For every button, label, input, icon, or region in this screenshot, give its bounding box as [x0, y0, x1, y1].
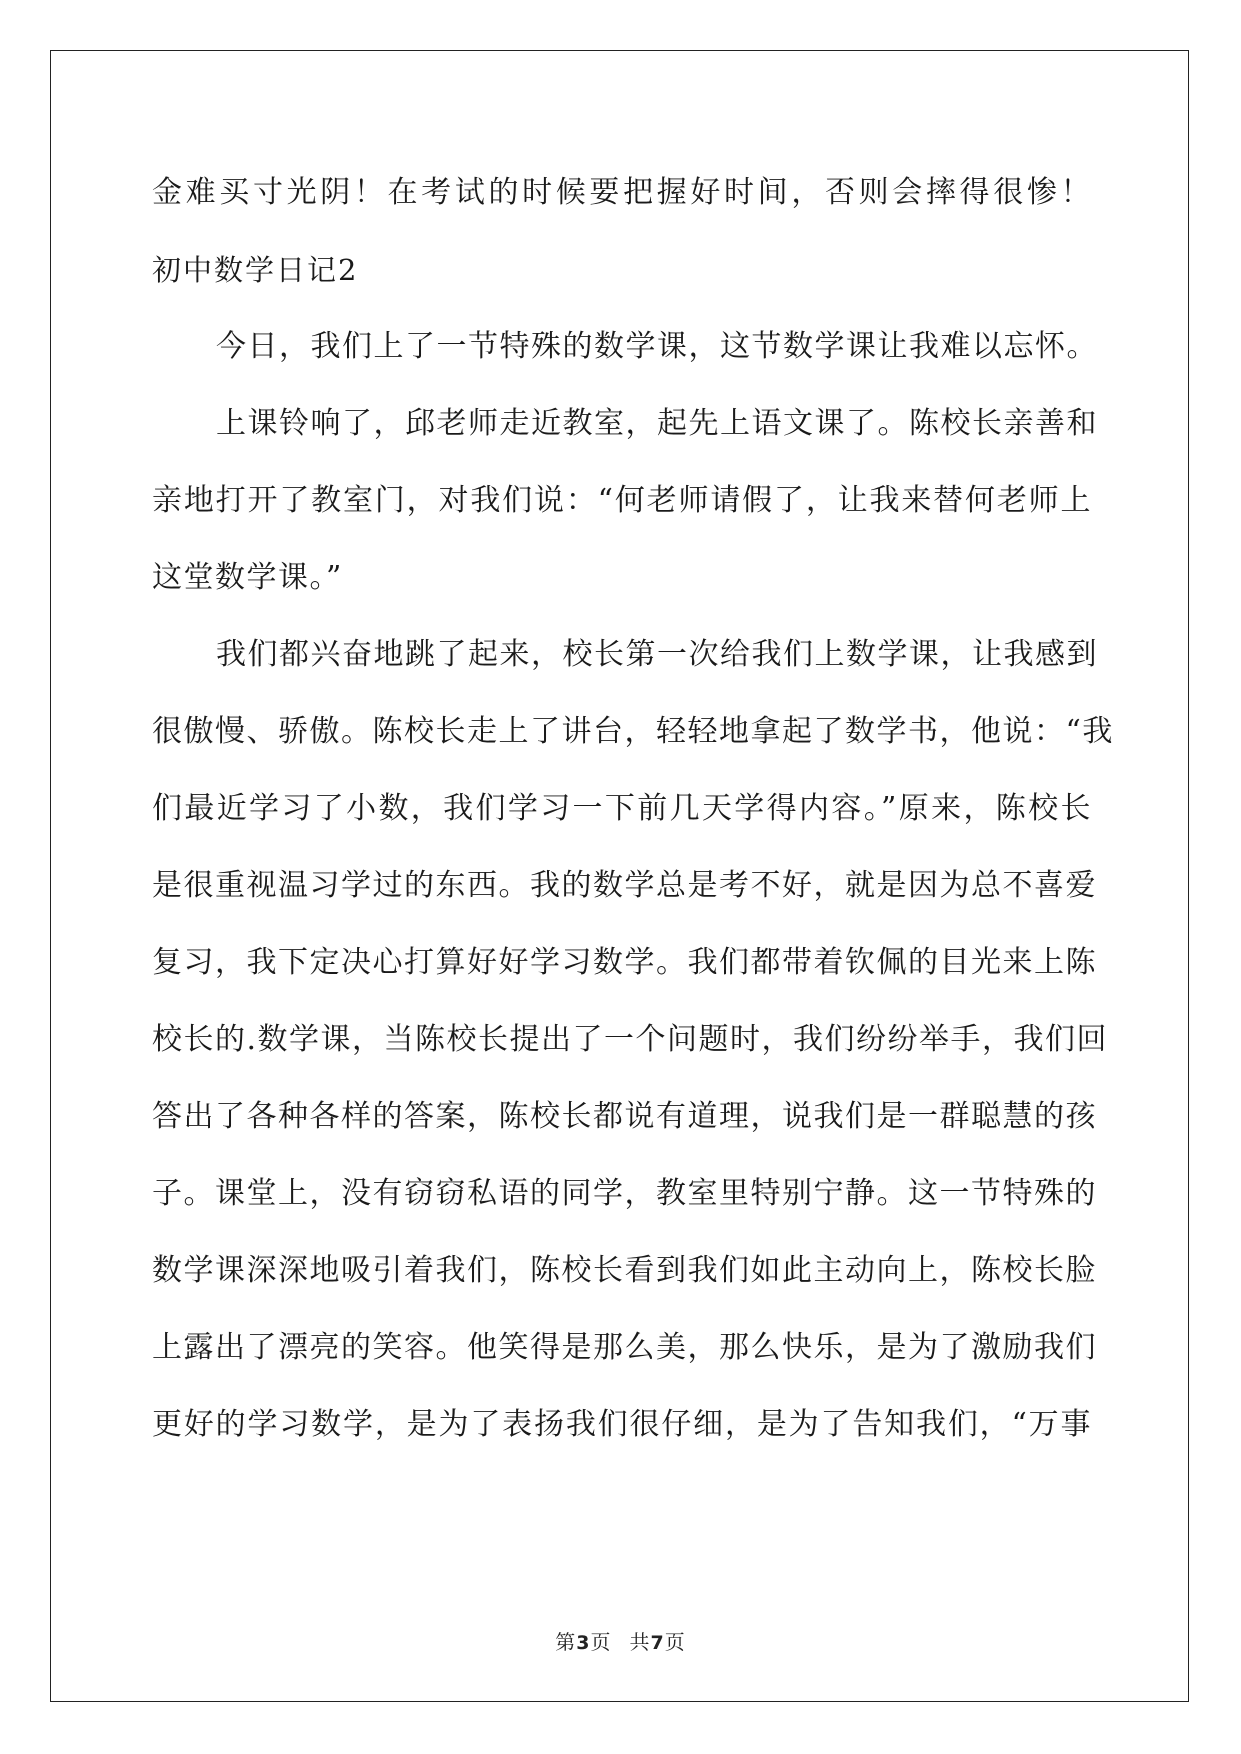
page-total-label — [630, 1630, 686, 1654]
total-suffix: 页 — [664, 1630, 686, 1654]
paragraph-line: 亲地打开了教室门，对我们说：“何老师请假了，让我来替何老师上 — [152, 483, 1092, 518]
paragraph-line: 校长的.数学课，当陈校长提出了一个问题时，我们纷纷举手，我们回 — [152, 1022, 1109, 1057]
page-footer — [0, 1626, 1241, 1655]
paragraph-line: 上露出了漂亮的笑容。他笑得是那么美，那么快乐，是为了激励我们 — [152, 1330, 1097, 1365]
text-line: 金难买寸光阴！在考试的时候要把握好时间，否则会摔得很惨！ — [152, 175, 1092, 210]
paragraph-line: 是很重视温习学过的东西。我的数学总是考不好，就是因为总不喜爱 — [152, 868, 1097, 903]
page-suffix: 页 — [590, 1630, 612, 1654]
paragraph-line: 复习，我下定决心打算好好学习数学。我们都带着钦佩的目光来上陈 — [152, 945, 1097, 980]
paragraph-line: 们最近学习了小数，我们学习一下前几天学得内容。”原来，陈校长 — [152, 791, 1092, 826]
total-page-number: 7 — [650, 1632, 665, 1654]
document-body — [152, 163, 1114, 1472]
paragraph-line: 我们都兴奋地跳了起来，校长第一次给我们上数学课，让我感到 — [216, 637, 1098, 672]
section-title: 初中数学日记2 — [152, 253, 359, 287]
paragraph-line: 数学课深深地吸引着我们，陈校长看到我们如此主动向上，陈校长脸 — [152, 1253, 1097, 1288]
paragraph-line: 更好的学习数学，是为了表扬我们很仔细，是为了告知我们，“万事 — [152, 1407, 1092, 1442]
paragraph-line: 今日，我们上了一节特殊的数学课，这节数学课让我难以忘怀。 — [216, 329, 1098, 364]
paragraph-line: 这堂数学课。” — [152, 560, 343, 595]
current-page-number: 3 — [576, 1632, 591, 1654]
page-prefix: 第 — [555, 1630, 577, 1654]
total-prefix: 共 — [629, 1630, 651, 1654]
paragraph-line: 上课铃响了，邱老师走近教室，起先上语文课了。陈校长亲善和 — [216, 406, 1098, 441]
page-number-label — [555, 1630, 611, 1654]
paragraph-line: 答出了各种各样的答案，陈校长都说有道理，说我们是一群聪慧的孩 — [152, 1099, 1097, 1134]
paragraph-line: 子。课堂上，没有窃窃私语的同学，教室里特别宁静。这一节特殊的 — [152, 1176, 1097, 1211]
paragraph-line: 很傲慢、骄傲。陈校长走上了讲台，轻轻地拿起了数学书，他说：“我 — [152, 714, 1114, 749]
